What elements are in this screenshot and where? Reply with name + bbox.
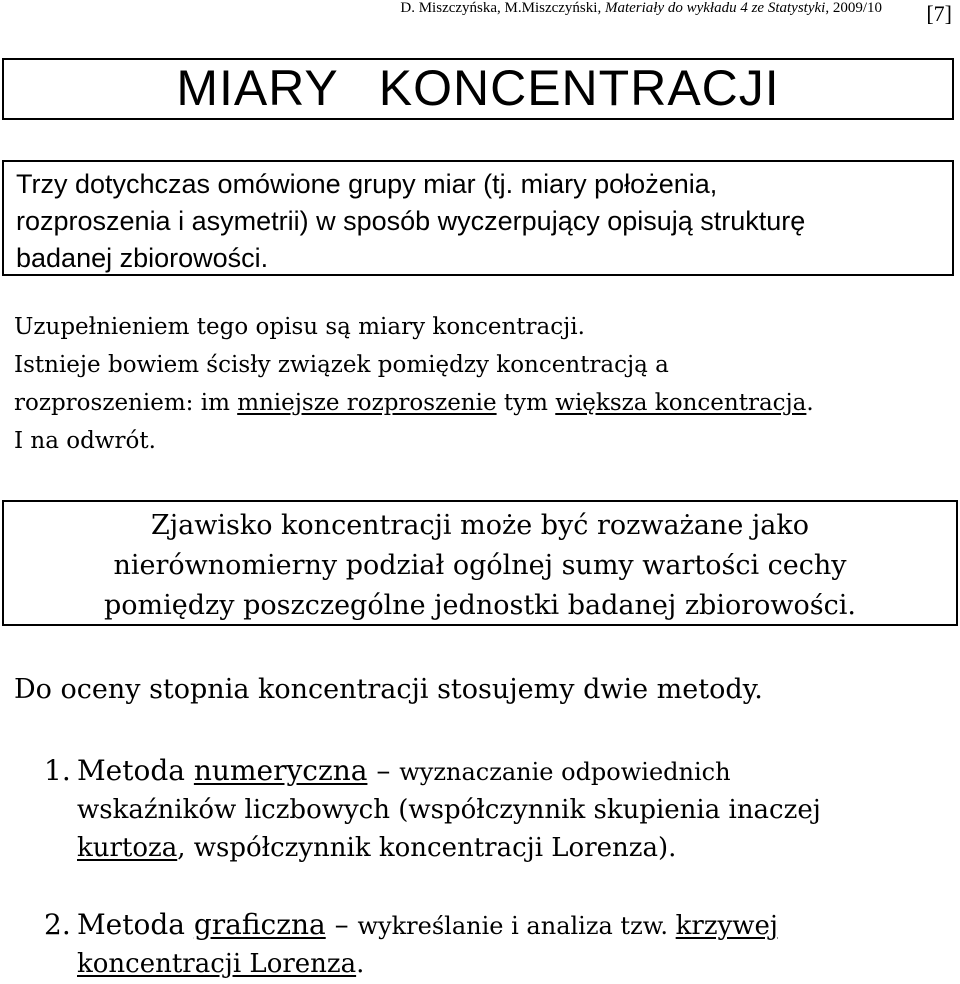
method-2-type: graficzna bbox=[193, 908, 326, 941]
para-line-3-c: . bbox=[806, 390, 814, 416]
intro-line-2: rozproszenia i asymetrii) w sposób wyczerpujący opisują strukturę bbox=[16, 206, 806, 236]
method-1-line-3 bbox=[77, 829, 944, 867]
definition-box bbox=[2, 500, 958, 626]
underline-lorenz-concentration: koncentracji Lorenza bbox=[77, 949, 357, 979]
method-1-label: Metoda bbox=[77, 754, 194, 787]
page-header bbox=[0, 0, 960, 28]
methods-intro: Do oceny stopnia koncentracji stosujemy dwie metody. bbox=[14, 674, 763, 705]
method-1-line-1 bbox=[77, 752, 944, 791]
para-line-4: I na odwrót. bbox=[14, 428, 156, 454]
underline-kurtosis: kurtoza bbox=[77, 833, 178, 863]
method-2-number: 2. bbox=[44, 908, 71, 941]
method-2-line-2-end: . bbox=[356, 949, 365, 979]
para-line-3-a: rozproszeniem: im bbox=[14, 390, 238, 416]
method-2 bbox=[44, 906, 944, 983]
definition-line-2: nierównomierny podział ogólnej sumy wartości cechy bbox=[113, 550, 847, 581]
method-1-number: 1. bbox=[44, 754, 71, 787]
method-1-desc: wyznaczanie odpowiednich bbox=[399, 758, 731, 786]
definition-line-3: pomiędzy poszczególne jednostki badanej zbiorowości. bbox=[104, 590, 856, 621]
method-2-desc: wykreślanie i analiza tzw. bbox=[357, 912, 676, 940]
method-2-body bbox=[77, 906, 944, 983]
method-2-line-2 bbox=[77, 945, 944, 983]
underline-smaller-dispersion: mniejsze rozproszenie bbox=[237, 390, 497, 416]
page-number: [7] bbox=[926, 1, 952, 26]
method-2-label: Metoda bbox=[77, 908, 194, 941]
para-line-2: Istnieje bowiem ścisły związek pomiędzy koncentracją a bbox=[14, 352, 669, 378]
para-line-3 bbox=[14, 384, 954, 422]
method-1-line-2: wskaźników liczbowych (współczynnik skupienia inaczej bbox=[77, 795, 821, 825]
para-line-1: Uzupełnieniem tego opisu są miary koncentracji. bbox=[14, 314, 585, 340]
page-title: MIARY KONCENTRACJI bbox=[176, 60, 780, 116]
method-2-dash: – bbox=[325, 908, 358, 941]
definition-line-1: Zjawisko koncentracji może być rozważane jako bbox=[151, 510, 809, 541]
header-year: , 2009/10 bbox=[825, 0, 882, 16]
underline-greater-concentration: większa koncentracja bbox=[555, 390, 807, 416]
intro-line-3: badanej zbiorowości. bbox=[16, 243, 269, 273]
header-title: Materiały do wykładu 4 ze Statystyki bbox=[604, 0, 826, 16]
intro-line-1: Trzy dotychczas omówione grupy miar (tj. miary położenia, bbox=[16, 169, 718, 199]
method-1-body bbox=[77, 752, 944, 867]
header-authors: D. Miszczyńska, M.Miszczyński, bbox=[400, 0, 605, 16]
method-1-line-3-rest: , współczynnik koncentracji Lorenza). bbox=[177, 833, 677, 863]
concentration-paragraph bbox=[14, 308, 954, 460]
title-box bbox=[2, 58, 954, 120]
method-2-line-1 bbox=[77, 906, 944, 945]
intro-box bbox=[2, 160, 954, 276]
method-1-type: numeryczna bbox=[193, 754, 368, 787]
header-citation bbox=[400, 0, 882, 17]
method-1 bbox=[44, 752, 944, 867]
para-line-3-b: tym bbox=[496, 390, 556, 416]
method-1-dash: – bbox=[367, 754, 400, 787]
underline-curve: krzywej bbox=[675, 911, 778, 941]
